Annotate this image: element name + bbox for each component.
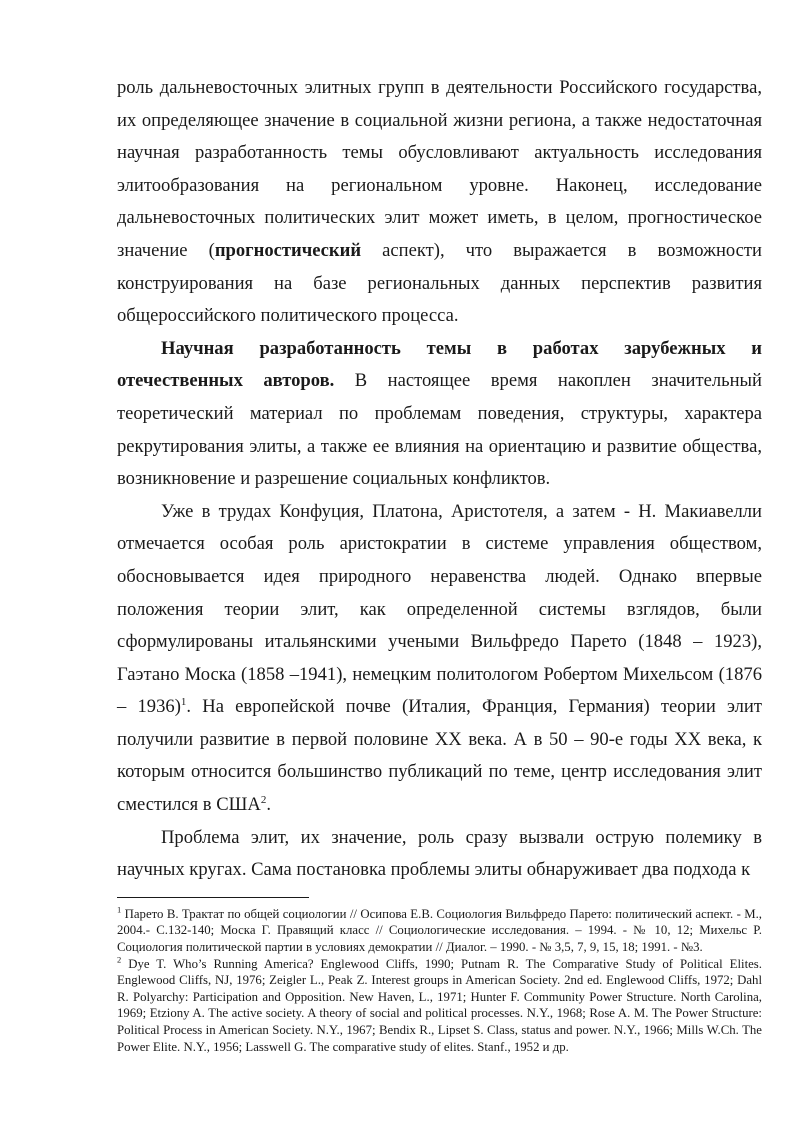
section-heading-inline: Научная разработанность темы в работах зарубежных и отечественных авторов. xyxy=(117,337,762,392)
paragraph-3-text-cont: . На европейской почве (Италия, Франция, Германия) теории элит получили развитие в первой половине XX века. А в 50 – 90-е годы XX века, к которым относится большинство публикаций по теме, центр исследования элит сместился в США xyxy=(117,696,762,816)
footnote-ref-1: 1 xyxy=(180,696,187,709)
body-text xyxy=(117,72,762,887)
paragraph-2 xyxy=(117,333,762,496)
paragraph-3-text: Уже в трудах Конфуция, Платона, Аристотеля, а затем - Н. Макиавелли отмечается особая роль аристократии в системе управления обществом, обосновывается идея природного неравенства людей. Однако впервые положения теории элит, как определенной системы взглядов, были сформулированы итальянскими учеными Вильфредо Парето (1848 – 1923), Гаэтано Моска (1858 –1941), немецким политологом Робертом Михельсом (1876 – 1936) xyxy=(117,500,762,718)
paragraph-4-text: Проблема элит, их значение, роль сразу вызвали острую полемику в научных кругах. Сама постановка проблемы элиты обнаруживает два подхода к xyxy=(117,826,762,881)
paragraph-1-text: роль дальневосточных элитных групп в деятельности Российского государства, их определяющее значение в социальной жизни региона, а также недостаточная научная разработанность темы обусловливают актуальность исследования элитообразования на региональном уровне. Наконец, исследование дальневосточных политических элит может иметь, в целом, прогностическое значение ( xyxy=(117,77,762,261)
paragraph-1-text-end: аспект), что выражается в возможности конструирования на базе региональных данных перспектив развития общероссийского политического процесса. xyxy=(117,239,762,327)
footnote-1-text: Парето В. Трактат по общей социологии // Осипова Е.В. Социология Вильфредо Парето: политический аспект. - М., 2004.- С.132-140; Моска Г. Правящий класс // Социологические исследования. – 1994. - № 10, 12; Михельс Р. Социология политической партии в условиях демократии // Диалог. – 1990. - № 3,5, 7, 9, 15, 18; 1991. - №3. xyxy=(117,906,762,955)
footnote-1 xyxy=(117,906,762,956)
paragraph-1 xyxy=(117,72,762,333)
paragraph-1-bold-term: прогностический xyxy=(214,239,362,261)
footnote-2 xyxy=(117,956,762,1056)
paragraph-3-text-end: . xyxy=(266,794,271,816)
footnote-1-mark: 1 xyxy=(117,904,122,915)
footnote-2-mark: 2 xyxy=(117,954,122,965)
footnote-separator xyxy=(117,897,309,898)
paragraph-3 xyxy=(117,496,762,822)
footnotes xyxy=(117,906,762,1055)
footnote-2-text: Dye T. Who’s Running America? Englewood Cliffs, 1990; Putnam R. The Comparative Study of Political Elites. Englewood Cliffs, NJ, 1976; Zeigler L., Peak Z. Interest groups in American Society. 2nd ed. Englewood Cliffs, 1972; Dahl R. Polyarchy: Participation and Opposition. New Haven, L., 1971; Hunter F. Community Power Structure. North Carolina, 1969; Etziony A. The active society. A theory of social and political processes. N.Y., 1968; Rose A. M. The Power Structure: Political Process in American Society. N.Y., 1967; Bendix R., Lipset S. Class, status and power. N.Y., 1966; Mills W.Ch. The Power Elite. N.Y., 1956; Lasswell G. The comparative study of elites. Stanf., 1952 и др. xyxy=(117,956,762,1054)
footnote-ref-2: 2 xyxy=(260,793,267,806)
paragraph-4 xyxy=(117,822,762,887)
paragraph-2-text: В настоящее время накоплен значительный теоретический материал по проблемам поведения, структуры, характера рекрутирования элиты, а также ее влияния на ориентацию и развитие общества, возникновение и разрешение социальных конфликтов. xyxy=(117,370,762,490)
